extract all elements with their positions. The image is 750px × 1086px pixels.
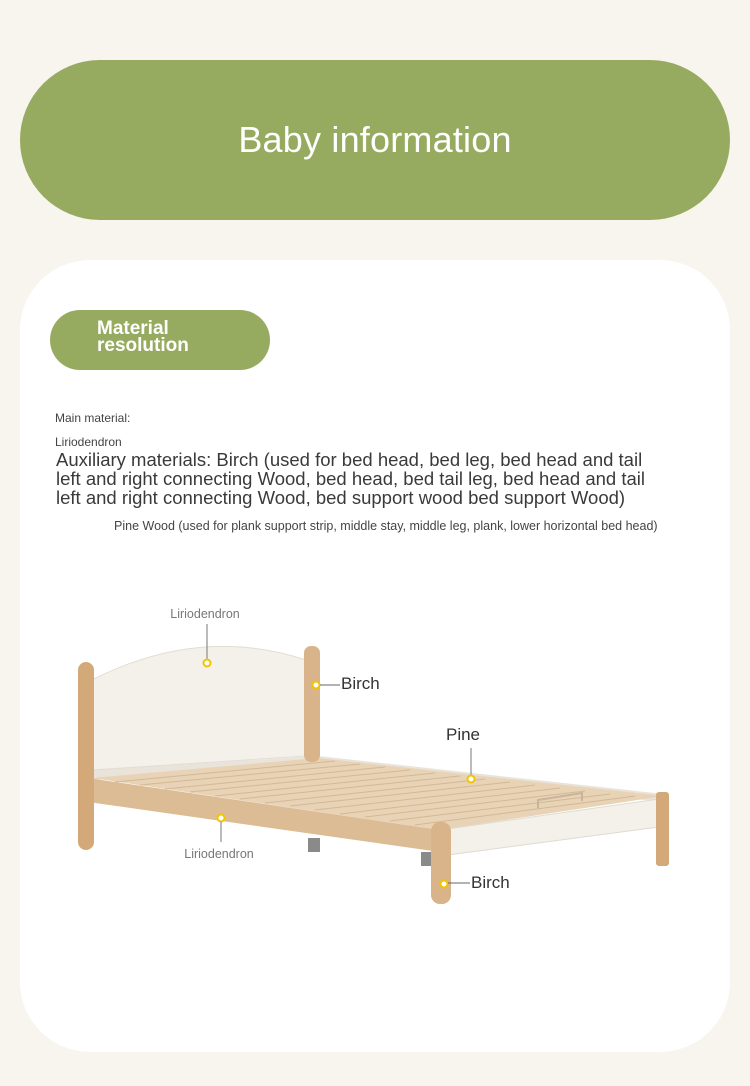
slats-marker	[468, 776, 475, 783]
side-rail-marker	[218, 815, 225, 822]
right-head-post	[304, 646, 320, 762]
right-post-marker	[313, 682, 320, 689]
front-foot-post	[431, 822, 451, 904]
right-post-callout-label: Birch	[341, 674, 380, 693]
side-rail-callout-label: Liriodendron	[184, 847, 254, 861]
title-banner	[20, 60, 730, 220]
back-foot-post	[656, 792, 669, 866]
section-badge	[50, 310, 270, 370]
headboard-panel	[92, 646, 306, 770]
section-label: Material resolution	[97, 318, 189, 356]
front-leg-marker	[441, 881, 448, 888]
page-title: Baby information	[238, 119, 512, 160]
pine-wood-description: Pine Wood (used for plank support strip, middle stay, middle leg, plank, lower horizontal bed head)	[114, 519, 658, 533]
headboard-callout-label: Liriodendron	[170, 607, 240, 621]
auxiliary-materials-text: Auxiliary materials: Birch (used for bed head, bed leg, bed head and tail left and right connecting Wood, bed head, bed tail leg, bed head and tail left and right connecting Wood, bed support wood bed support Wood)	[56, 449, 646, 508]
slats-callout-label: Pine	[445, 725, 481, 744]
main-material-label: Main material:	[55, 411, 131, 425]
main-material-value: Liriodendron	[55, 435, 122, 449]
middle-leg-left	[308, 838, 320, 852]
middle-leg-right	[421, 852, 431, 866]
bed-diagram	[0, 580, 750, 940]
headboard-marker	[204, 660, 211, 667]
left-head-post	[78, 662, 94, 850]
front-leg-callout-label: Birch	[471, 873, 510, 892]
